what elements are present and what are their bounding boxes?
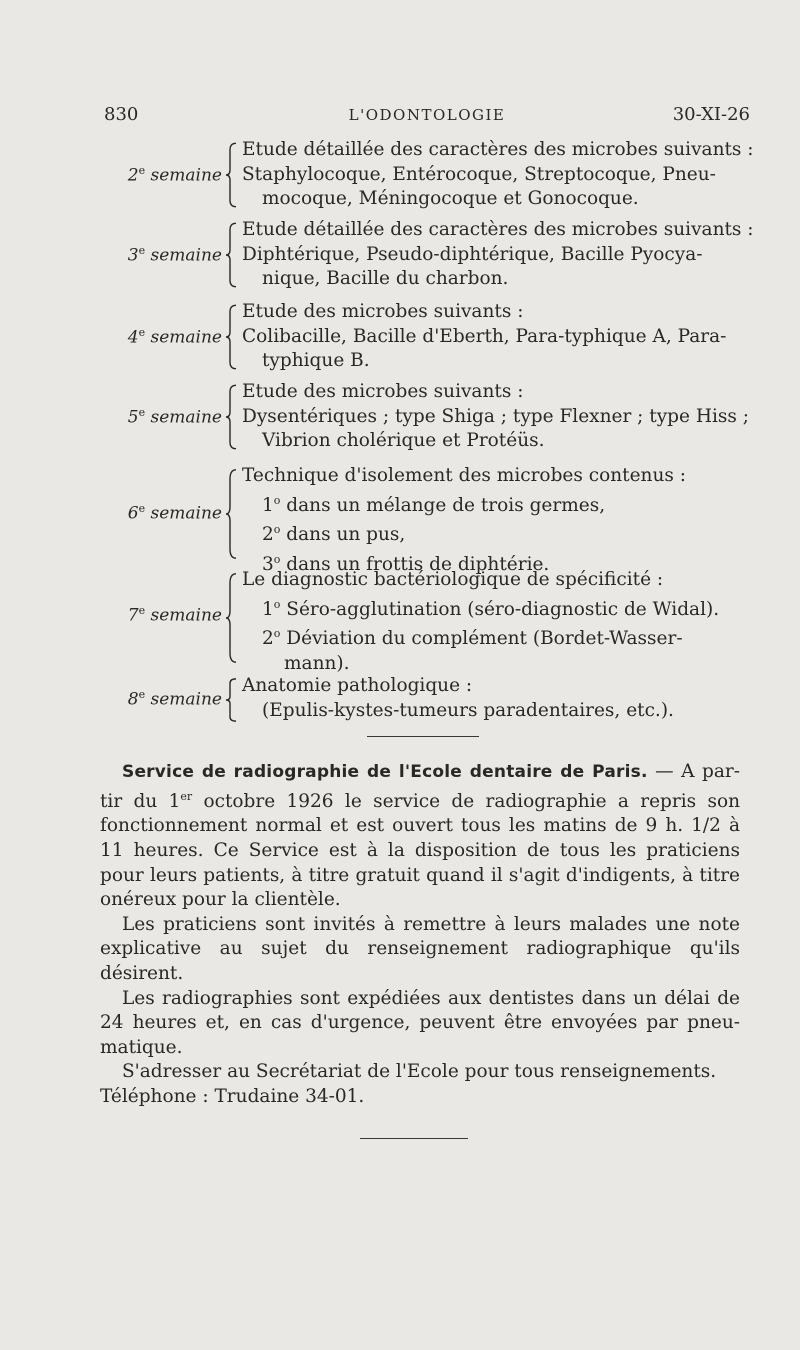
week-label: 3e semaine	[127, 244, 222, 266]
week-label: 8e semaine	[127, 688, 222, 710]
week-8	[100, 674, 760, 730]
notice-paragraph-1: Service de radiographie de l'Ecole dentaire de Paris. — A par-tir du 1er octobre 1926 le service de radiographie a repris son fonctionnement normal et est ouvert tous les matins de 9 h. 1/2 à 11 heures. Ce Service est à la disposition de tous les praticiens pour leurs patients, à titre gratuit quand il s'agit d'indigents, à titre onéreux pour la clientèle.	[100, 761, 740, 911]
brace	[224, 468, 238, 560]
week-5	[100, 380, 760, 464]
brace	[224, 304, 238, 370]
radiography-notice	[100, 760, 740, 1109]
separator-rule	[367, 736, 479, 737]
brace	[224, 572, 238, 664]
week-content: Etude détaillée des caractères des microbes suivants : Diphtérique, Pseudo-diphtérique, Bacille Pyocya- nique, Bacille du charbon.	[242, 219, 754, 289]
brace	[224, 222, 238, 288]
week-4	[100, 300, 760, 380]
brace	[224, 678, 238, 722]
week-content: Anatomie pathologique : (Epulis-kystes-tumeurs paradentaires, etc.).	[242, 675, 674, 721]
page-number: 830	[104, 104, 139, 125]
weekly-program	[100, 138, 760, 730]
week-content: Etude des microbes suivants : Dysentériques ; type Shiga ; type Flexner ; type Hiss ; Vibrion cholérique et Protéüs.	[242, 381, 750, 451]
issue-date: 30-XI-26	[672, 104, 750, 125]
week-content: Etude détaillée des caractères des microbes suivants : Staphylocoque, Entérocoque, Streptocoque, Pneu- mocoque, Méningocoque et Gonocoque.	[242, 139, 754, 209]
week-label: 5e semaine	[127, 406, 222, 428]
notice-phone: Téléphone : Trudaine 34-01.	[100, 1085, 365, 1107]
running-header	[104, 104, 750, 130]
week-label: 7e semaine	[127, 604, 222, 626]
week-label: 4e semaine	[127, 326, 222, 348]
week-3	[100, 218, 760, 300]
notice-paragraph-2: Les praticiens sont invités à remettre à leurs malades une note explicative au sujet du renseignement radiographique qu'ils désirent.	[100, 913, 740, 984]
week-content: Le diagnostic bactériologique de spécificité : 1$^o$ Séro-agglutination (séro-diagnostic de Widal). 2$^o$ Déviation du complément (Bordet-Wasser- mann).	[242, 569, 720, 674]
week-7	[100, 568, 760, 674]
week-label: 2e semaine	[127, 164, 222, 186]
week-label: 6e semaine	[127, 502, 222, 524]
brace	[224, 384, 238, 450]
week-6	[100, 464, 760, 575]
brace	[224, 142, 238, 208]
separator-rule	[360, 1138, 468, 1139]
notice-title: Service de radiographie de l'Ecole dentaire de Paris.	[122, 762, 648, 782]
notice-paragraph-4: S'adresser au Secrétariat de l'Ecole pour tous renseignements.	[122, 1061, 717, 1083]
week-2	[100, 138, 760, 212]
week-content: Technique d'isolement des microbes contenus : 1$^o$ dans un mélange de trois germes, 2$^o$ dans un pus, 3$^o$ dans un frottis de diphtérie.	[242, 465, 686, 575]
week-content: Etude des microbes suivants : Colibacille, Bacille d'Eberth, Para-typhique A, Para- typhique B.	[242, 301, 727, 371]
journal-title: L'ODONTOLOGIE	[348, 106, 506, 124]
notice-paragraph-3: Les radiographies sont expédiées aux dentistes dans un délai de 24 heures et, en cas d'urgence, peuvent être envoyées par pneu-matique.	[100, 987, 740, 1058]
